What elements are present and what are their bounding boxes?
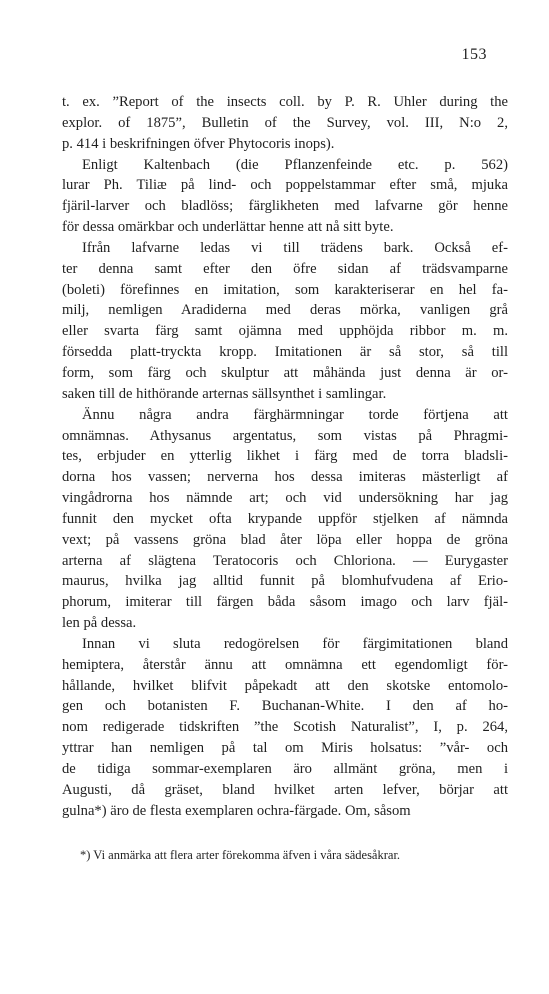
body-text bbox=[62, 92, 508, 822]
text-line: form, som färg och skulptur att måhända just denna är or- bbox=[62, 364, 508, 381]
text-line: omnämnas. Athysanus argentatus, som vistas på Phragmi- bbox=[62, 427, 508, 444]
text-line: funnit den mycket ofta krypande uppför stjelken af nämnda bbox=[62, 510, 508, 527]
text-line: saken till de hithörande arternas sällsynthet i samlingar. bbox=[62, 385, 387, 402]
text-line: Augusti, då gräset, bland hvilket arten lefver, börjar att bbox=[62, 781, 508, 798]
text-line: yttrar han nemligen på tal om Miris holsatus: ”vår- och bbox=[62, 740, 508, 757]
text-line: Innan vi sluta redogörelsen för färgimitationen bland bbox=[82, 635, 508, 652]
page-number: 153 bbox=[461, 46, 487, 63]
text-line: gen och botanisten F. Buchanan-White. I den af ho- bbox=[62, 698, 508, 715]
text-line: len på dessa. bbox=[62, 615, 137, 632]
text-line: t. ex. ”Report of the insects coll. by P. R. Uhler during the bbox=[62, 94, 508, 110]
text-line: arterna af slägtena Teratocoris och Chloriona. — Eurygaster bbox=[62, 552, 508, 569]
text-line: hemiptera, återstår ännu att omnämna ett egendomligt för- bbox=[62, 656, 508, 673]
text-line: ter denna samt efter den öfre sidan af trädsvamparne bbox=[62, 260, 508, 277]
text-line: de tidiga sommar-exemplaren äro allmänt gröna, men i bbox=[62, 761, 508, 777]
text-line: explor. of 1875”, Bulletin of the Survey, vol. III, N:o 2, bbox=[62, 114, 508, 131]
text-line: eller svarta färg samt ojämna med upphöjda ribbor m. m. bbox=[62, 323, 508, 340]
text-line: milj, nemligen Aradiderna med deras mörka, vanligen grå bbox=[62, 302, 508, 319]
footnote: *) Vi anmärka att flera arter förekomma äfven i våra sädesåkrar. bbox=[80, 848, 401, 862]
text-line: maurus, hvilka jag alltid funnit på blomhufvudena af Erio- bbox=[62, 573, 508, 590]
text-line: Ifrån lafvarne ledas vi till trädens bark. Också ef- bbox=[82, 239, 508, 256]
text-line: gulna*) äro de flesta exemplaren ochra-färgade. Om, såsom bbox=[62, 802, 411, 819]
text-line: hållande, hvilket blifvit påpekadt att den skotske entomolo- bbox=[62, 677, 508, 694]
text-line: nom redigerade tidskriften ”the Scotish Naturalist”, I, p. 264, bbox=[62, 719, 508, 736]
text-line: Enligt Kaltenbach (die Pflanzenfeinde etc. p. 562) bbox=[82, 156, 508, 173]
text-line: phorum, imiterar till färgen båda såsom imago och larv fjäl- bbox=[62, 594, 508, 611]
text-line: tes, erbjuder en ytterlig likhet i färg med de torra bladsli- bbox=[62, 448, 508, 465]
text-line: fjäril-larver och bladlöss; färglikheten med lafvarne gör henne bbox=[62, 198, 508, 215]
text-line: vext; på vassens gröna blad åter löpa eller hoppa de gröna bbox=[62, 531, 508, 548]
text-line: (boleti) förefinnes en imitation, som karakteriserar en hel fa- bbox=[62, 281, 508, 298]
text-line: vingådrorna hos nämnde art; och vid undersökning har jag bbox=[62, 490, 508, 507]
text-line: lurar Ph. Tiliæ på lind- och poppelstammar efter små, mjuka bbox=[62, 177, 508, 194]
text-line: Ännu några andra färghärmningar torde förtjena att bbox=[82, 406, 508, 423]
text-line: för dessa omärkbar och underlättar henne att nå sitt byte. bbox=[62, 219, 394, 236]
text-line: p. 414 i beskrifningen öfver Phytocoris inops). bbox=[62, 135, 335, 152]
text-line: försedda platt-tryckta kropp. Imitationen är så stor, så till bbox=[62, 344, 508, 361]
text-line: dorna hos vassen; nerverna hos dessa imiteras mästerligt af bbox=[62, 469, 508, 486]
